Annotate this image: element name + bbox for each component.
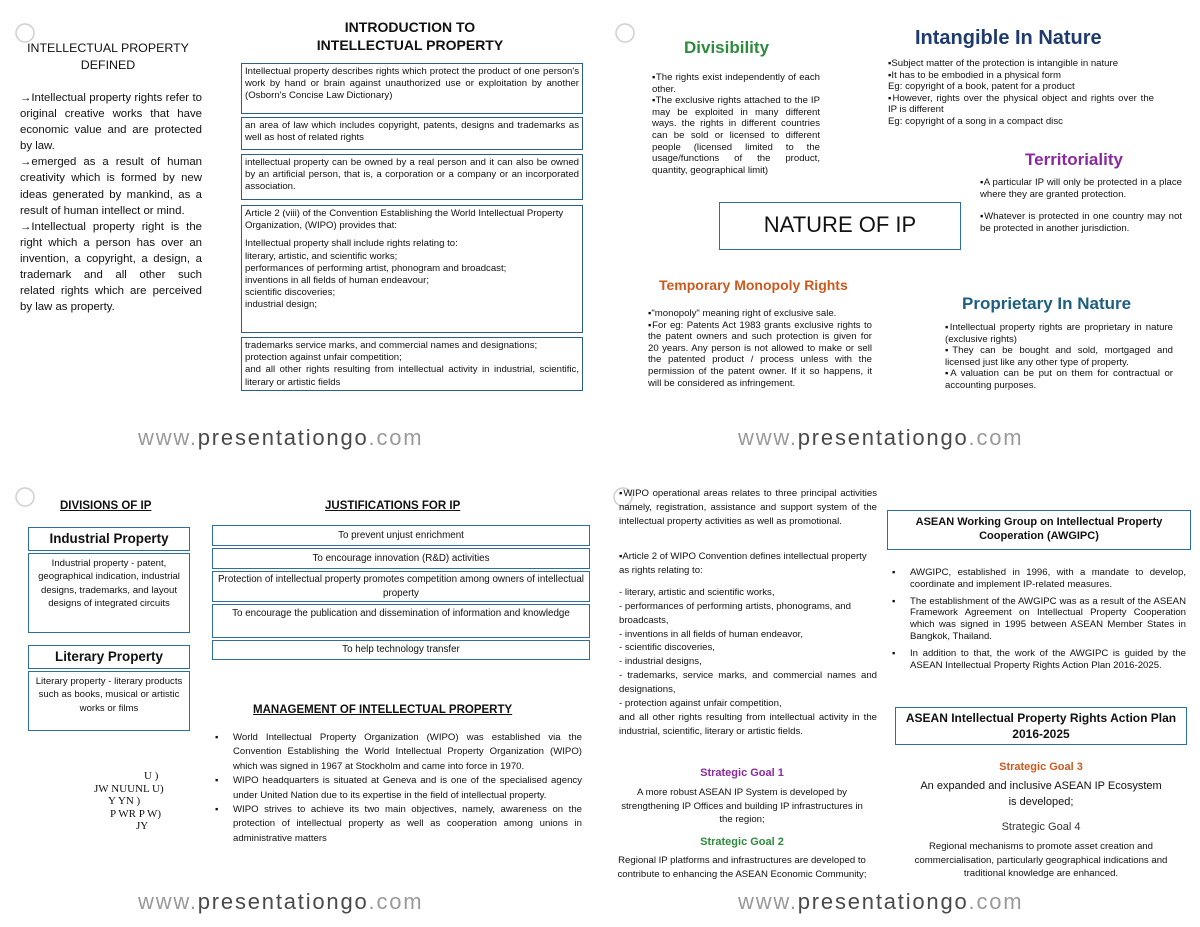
justifications-title: JUSTIFICATIONS FOR IP [325,500,461,512]
justifications-list [212,525,590,660]
definition-item: →emerged as a result of human creativity which is formed by new ideas generated by mankind, as a result of human intellect or mind. [20,156,202,217]
management-title: MANAGEMENT OF INTELLECTUAL PROPERTY [253,704,513,716]
justification-item: To encourage the publication and dissemination of information and knowledge [212,604,590,638]
temporary-monopoly-title: Temporary Monopoly Rights [659,277,848,293]
definition-item: →Intellectual property rights refer to original creative works that have economic value and are protected by law. [20,92,202,153]
literary-property-text: Literary property - literary products such as books, musical or artistic works or films [28,671,190,731]
awgipc-item: ▪ The establishment of the AWGIPC was as a result of the ASEAN Framework Agreement on Intellectual Property Cooperation which was signed in 1995 between ASEAN Member States in Bangkok, Thailand. [892,596,1186,643]
intro-box-other-rights: trademarks service marks, and commercial names and designations; protection against unfair competition; and all other rights resulting from intellectual activity in industrial, scientific, literary or artistic fields [241,337,583,391]
strategic-goal-2-title: Strategic Goal 2 [700,836,784,848]
management-list [215,731,582,846]
territoriality-list: ▪A particular IP will only be protected in a place where they are granted protection. ▪Whatever is protected in one country may not be protected in another jurisdiction. [980,177,1182,234]
justification-item: To encourage innovation (R&D) activities [212,548,590,569]
strategic-goal-3-title: Strategic Goal 3 [999,761,1083,773]
awgipc-title: ASEAN Working Group on Intellectual Property Cooperation (AWGIPC) [887,510,1191,550]
strategic-goal-2-text: Regional IP platforms and infrastructures are developed to contribute to enhancing the ASEAN Economic Community; [617,855,867,880]
article2-section: ▪Article 2 of WIPO Convention defines intellectual property as rights relating to: - literary, artistic and scientific works, - performances of performing artists, phonograms, and broadcasts, - inventions in all fields of human endeavor, - scientific discoveries, - industrial designs, - trademarks, service marks, and commercial names and designations, - protection against unfair competition, and all other rights resulting from intellectual activity in the industrial, scientific, literary or artistic fields. [619,551,877,737]
watermark: www.presentationgo.com [738,889,1024,914]
strategic-goal-4-title: Strategic Goal 4 [1001,821,1081,833]
divisibility-list: ▪The rights exist independently of each other. ▪The exclusive rights attached to the IP may be exploited in many different ways. the rights in different countries can be sold or licensed to different people (licensed limited to the usage/functions of the product, quantity, geographical limit) [652,72,820,176]
territoriality-title: Territoriality [1025,150,1123,169]
strategic-goal-1-text: A more robust ASEAN IP System is developed by strengthening IP Offices and building IP infrastructures in the region; [621,787,863,826]
proprietary-list: ▪Intellectual property rights are proprietary in nature (exclusive rights) ▪They can be bought and sold, mortgaged and licensed just like any other type of property. ▪A valuation can be put on them for contractual or accounting purposes. [945,322,1173,391]
intro-box-definition: Intellectual property describes rights which protect the product of one person's work by hand or brain against unauthorized use or exploitation by another (Osborn's Concise Law Dictionary) [241,63,583,114]
temporary-monopoly-list: ▪"monopoly" meaning right of exclusive sale. ▪For eg: Patents Act 1983 grants exclusive rights to the patent owners and such protection is given for 20 years. Any person is not allowed to make or sell the patented product / process unless with the permission of the patent owner. If it so happens, it will be considered as infringement. [648,308,872,389]
literary-property-title: Literary Property [28,645,190,669]
industrial-property-text: Industrial property - patent, geographical indication, industrial designs, trademarks, and layout designs of integrated circuits [28,553,190,633]
justification-item: To help technology transfer [212,640,590,660]
intangible-title: Intangible In Nature [915,27,1102,49]
proprietary-title: Proprietary In Nature [962,294,1132,313]
corner-decoration-icon [614,22,636,44]
watermark: www.presentationgo.com [738,425,1024,450]
divisions-title: DIVISIONS OF IP [60,500,152,512]
strategic-goal-1-title: Strategic Goal 1 [700,767,784,779]
definition-list [20,90,202,315]
intro-box-area-of-law: an area of law which includes copyright, patents, designs and trademarks as well as host of related rights [241,117,583,150]
management-item: ▪ World Intellectual Property Organization (WIPO) was established via the Convention Establishing the World Intellectual Property Organization (WIPO) which was signed in 1967 at Stockholm and came into force in 1970. [215,731,582,774]
intangible-list: ▪Subject matter of the protection is intangible in nature ▪It has to be embodied in a physical form Eg: copyright of a book, patent for a product ▪However, rights over the physical object and rights over the IP is different Eg: copyright of a song in a compact disc [888,58,1154,127]
management-item: ▪ WIPO headquarters is situated at Geneva and is one of the specialised agency under United Nation due to its expertise in the field of intellectual property. [215,774,582,803]
nature-of-ip-title: NATURE OF IP [719,202,961,250]
watermark: www.presentationgo.com [138,889,424,914]
intro-title: INTRODUCTION TO INTELLECTUAL PROPERTY [316,19,504,53]
strategic-goal-3-text: An expanded and inclusive ASEAN IP Ecosystem is developed; [920,780,1162,808]
wipo-operations-text: ▪WIPO operational areas relates to three principal activities namely, registration, assistance and support system of the intellectual property activities as well as promotional. [619,488,877,527]
action-plan-title: ASEAN Intellectual Property Rights Action Plan 2016-2025 [895,707,1187,745]
intro-box-article2: Article 2 (viii) of the Convention Establishing the World Intellectual Property Organization, (WIPO) provides that: Intellectual property shall include rights relating to: literary, artistic, and scientific works; performances of performing artist, phonogram and broadcast; inventions in all fields of human endeavour; scientific discoveries; industrial design; [241,205,583,333]
garbled-text: U ) JW NUUNL U) Y YN ) P WR P W) JY [94,770,164,833]
industrial-property-title: Industrial Property [28,527,190,551]
awgipc-list [892,567,1186,671]
management-item: ▪ WIPO strives to achieve its two main objectives, namely, awareness on the protection of intellectual property as well as cooperation among unions in administrative matters [215,803,582,846]
divisibility-title: Divisibility [684,38,770,57]
strategic-goal-4-text: Regional mechanisms to promote asset creation and commercialisation, particularly geographical indications and traditional knowledge are enhanced. [914,841,1168,880]
justification-item: Protection of intellectual property promotes competition among owners of intellectual property [212,571,590,602]
justification-item: To prevent unjust enrichment [212,525,590,546]
awgipc-item: ▪ In addition to that, the work of the AWGIPC is guided by the ASEAN Intellectual Property Rights Action Plan 2016-2025. [892,648,1186,672]
corner-decoration-icon [14,486,36,508]
awgipc-item: ▪ AWGIPC, established in 1996, with a mandate to develop, coordinate and implement IP-related measures. [892,567,1186,591]
definition-title: INTELLECTUAL PROPERTY DEFINED [27,41,189,72]
intro-box-ownership: intellectual property can be owned by a real person and it can also be owned by an artificial person, that is, a corporation or a company or an incorporated association. [241,154,583,200]
definition-item: →Intellectual property right is the right which a person has over an invention, a copyright, a design, a trademark and all other such related rights which are perceived by law as property. [20,220,202,314]
watermark: www.presentationgo.com [138,425,424,450]
